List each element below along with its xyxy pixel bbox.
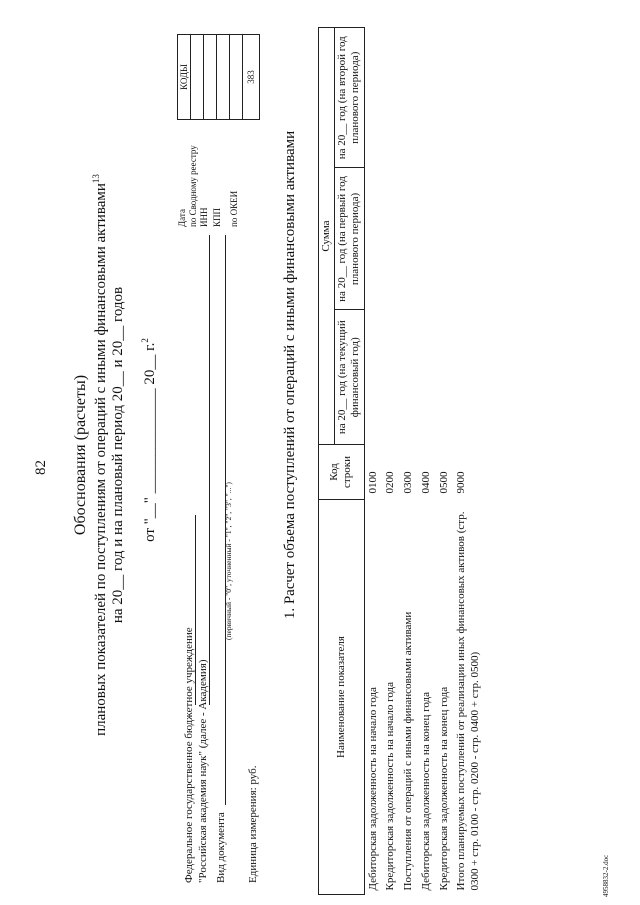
code-cell-inn bbox=[217, 35, 230, 120]
header-second-plan-year: на 20__ год (на второй год планового периода) bbox=[335, 28, 364, 169]
date-footnote-mark: 2 bbox=[140, 338, 150, 343]
document-type-label: Вид документа bbox=[215, 812, 227, 883]
row-value-current bbox=[400, 310, 418, 445]
row-value-second bbox=[453, 28, 485, 169]
header-indicator-name: Наименование показателя bbox=[319, 500, 365, 895]
code-label-date: Дата bbox=[177, 209, 187, 227]
footnote-mark: 13 bbox=[91, 174, 101, 184]
code-cell-okei: 383 bbox=[243, 35, 260, 120]
row-value-current bbox=[453, 310, 485, 445]
row-value-current bbox=[364, 310, 382, 445]
organization-underline-1 bbox=[195, 515, 196, 705]
row-value-first bbox=[364, 168, 382, 310]
organization-underline-2 bbox=[209, 235, 210, 705]
row-name: Итого планируемых поступлений от реализации иных финансовых активов (стр. 0300 + стр. 0100 - стр. 0200 - стр. 0400 + стр. 0500) bbox=[455, 511, 482, 891]
table-row bbox=[382, 28, 400, 895]
header-sum: Сумма bbox=[319, 28, 335, 445]
code-cell-kpp bbox=[230, 35, 243, 120]
table-row bbox=[418, 28, 436, 895]
code-label-kpp: КПП bbox=[212, 207, 222, 227]
row-value-first bbox=[418, 168, 436, 310]
organization-name-line-2: "Российская академия наук" (далее - Академия) bbox=[197, 659, 209, 883]
row-code: 0300 bbox=[402, 471, 415, 494]
row-value-first bbox=[400, 168, 418, 310]
row-name: Дебиторская задолженность на начало года bbox=[366, 687, 379, 891]
unit-of-measure: Единица измерения: руб. bbox=[247, 765, 259, 883]
row-name: Поступления от операций с иными финансовыми активами bbox=[402, 611, 415, 891]
organization-name-line-1: Федеральное государственное бюджетное учреждение bbox=[183, 627, 195, 883]
row-code: 9000 bbox=[455, 471, 468, 494]
code-label-inn: ИНН bbox=[199, 207, 209, 227]
row-value-first bbox=[436, 168, 454, 310]
row-value-current bbox=[418, 310, 436, 445]
document-type-hint: (первичный - "0", уточненный - "1", "2", "3", "...") bbox=[224, 482, 233, 640]
header-first-plan-year: на 20__ год (на первый год планового периода) bbox=[335, 168, 364, 310]
row-code: 0100 bbox=[366, 471, 379, 494]
row-value-second bbox=[382, 28, 400, 169]
header-current-year: на 20__ год (на текущий финансовый год) bbox=[335, 310, 364, 445]
table-row bbox=[364, 28, 382, 895]
row-value-second bbox=[364, 28, 382, 169]
row-code: 0200 bbox=[384, 471, 397, 494]
code-cell-reestr bbox=[204, 35, 217, 120]
row-value-first bbox=[453, 168, 485, 310]
page-number: 82 bbox=[33, 460, 49, 475]
row-value-current bbox=[382, 310, 400, 445]
header-row-code: Код строки bbox=[319, 445, 365, 500]
section-title: 1. Расчет объема поступлений от операций с иными финансовыми активами bbox=[282, 130, 298, 620]
date-text: от "__" ______________ 20__ г. bbox=[142, 342, 158, 542]
subtitle-text: плановых показателей по поступлениям от операций с иными финансовыми активами bbox=[93, 183, 109, 736]
document-subtitle bbox=[91, 155, 110, 755]
row-value-second bbox=[400, 28, 418, 169]
table-row bbox=[436, 28, 454, 895]
document-date bbox=[140, 305, 159, 575]
row-code: 0500 bbox=[437, 471, 450, 494]
document-title: Обоснования (расчеты) bbox=[72, 374, 89, 536]
planning-period: на 20__ год и на плановый период 20__ и 20__ годов bbox=[110, 286, 126, 624]
row-value-second bbox=[436, 28, 454, 169]
code-label-reestr: по Сводному реестру bbox=[188, 145, 198, 227]
row-value-second bbox=[418, 28, 436, 169]
table-row bbox=[400, 28, 418, 895]
calculation-table bbox=[318, 27, 485, 895]
row-name: Кредиторская задолженность на начало года bbox=[384, 682, 397, 891]
codes-header: КОДЫ bbox=[178, 35, 191, 120]
row-value-current bbox=[436, 310, 454, 445]
code-label-okei: по ОКЕИ bbox=[229, 190, 239, 227]
table-row bbox=[453, 28, 485, 895]
row-code: 0400 bbox=[419, 471, 432, 494]
code-cell-date bbox=[191, 35, 204, 120]
row-name: Кредиторская задолженность на конец года bbox=[437, 686, 450, 891]
file-identifier: 4958832-2.doc bbox=[602, 854, 610, 897]
row-name: Дебиторская задолженность на конец года bbox=[419, 691, 432, 891]
row-value-first bbox=[382, 168, 400, 310]
codes-table bbox=[177, 34, 260, 120]
